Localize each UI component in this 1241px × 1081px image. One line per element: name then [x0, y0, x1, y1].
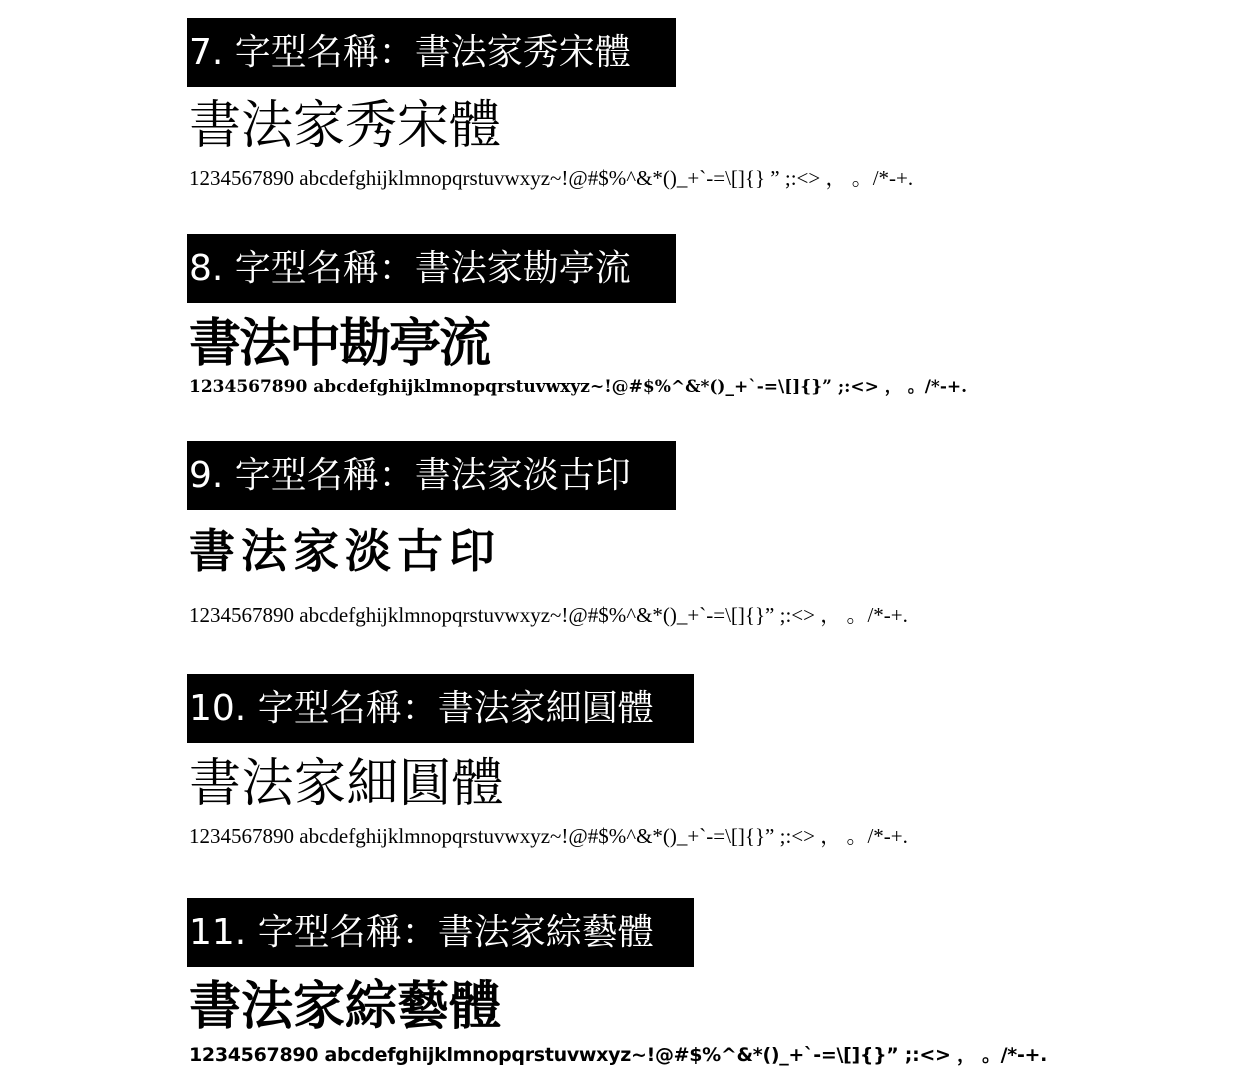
- font-section-9: [187, 441, 908, 627]
- font-sample-text: 書法中勘亭流: [189, 313, 490, 374]
- font-charset-text: 1234567890 abcdefghijklmnopqrstuvwxyz~!@#$%^&*()_+`-=\[]{}” ;:<> ， 。/*-+.: [189, 1044, 1048, 1066]
- font-sample-text: 書法家綜藝體: [189, 977, 502, 1037]
- font-charset-text: 1234567890 abcdefghijklmnopqrstuvwxyz~!@#$%^&*()_+`-=\[]{}” ;:<> ， 。/*-+.: [189, 377, 968, 397]
- font-section-10: [187, 674, 908, 848]
- font-name-header: 11. 字型名稱：書法家綜藝體: [187, 898, 694, 967]
- font-sample-text: 書法家秀宋體: [189, 96, 502, 156]
- font-name-header: 10. 字型名稱：書法家細圓體: [187, 674, 694, 743]
- font-name-header: 9. 字型名稱：書法家淡古印: [187, 441, 676, 510]
- font-charset-text: 1234567890 abcdefghijklmnopqrstuvwxyz~!@#$%^&*()_+`-=\[]{} ” ;:<> ， 。/*-+.: [189, 166, 914, 190]
- font-sample-text: 書法家淡古印: [189, 524, 501, 578]
- font-name-header: 8. 字型名稱：書法家勘亭流: [187, 234, 676, 303]
- font-charset-text: 1234567890 abcdefghijklmnopqrstuvwxyz~!@#$%^&*()_+`-=\[]{}” ;:<> ， 。/*-+.: [189, 603, 908, 627]
- font-sample-text: 書法家細圓體: [189, 755, 505, 813]
- font-name-header: 7. 字型名稱：書法家秀宋體: [187, 18, 676, 87]
- font-section-11: [187, 898, 1048, 1066]
- font-section-8: [187, 234, 968, 397]
- font-section-7: [187, 18, 914, 190]
- font-charset-text: 1234567890 abcdefghijklmnopqrstuvwxyz~!@#$%^&*()_+`-=\[]{}” ;:<> ， 。/*-+.: [189, 824, 908, 848]
